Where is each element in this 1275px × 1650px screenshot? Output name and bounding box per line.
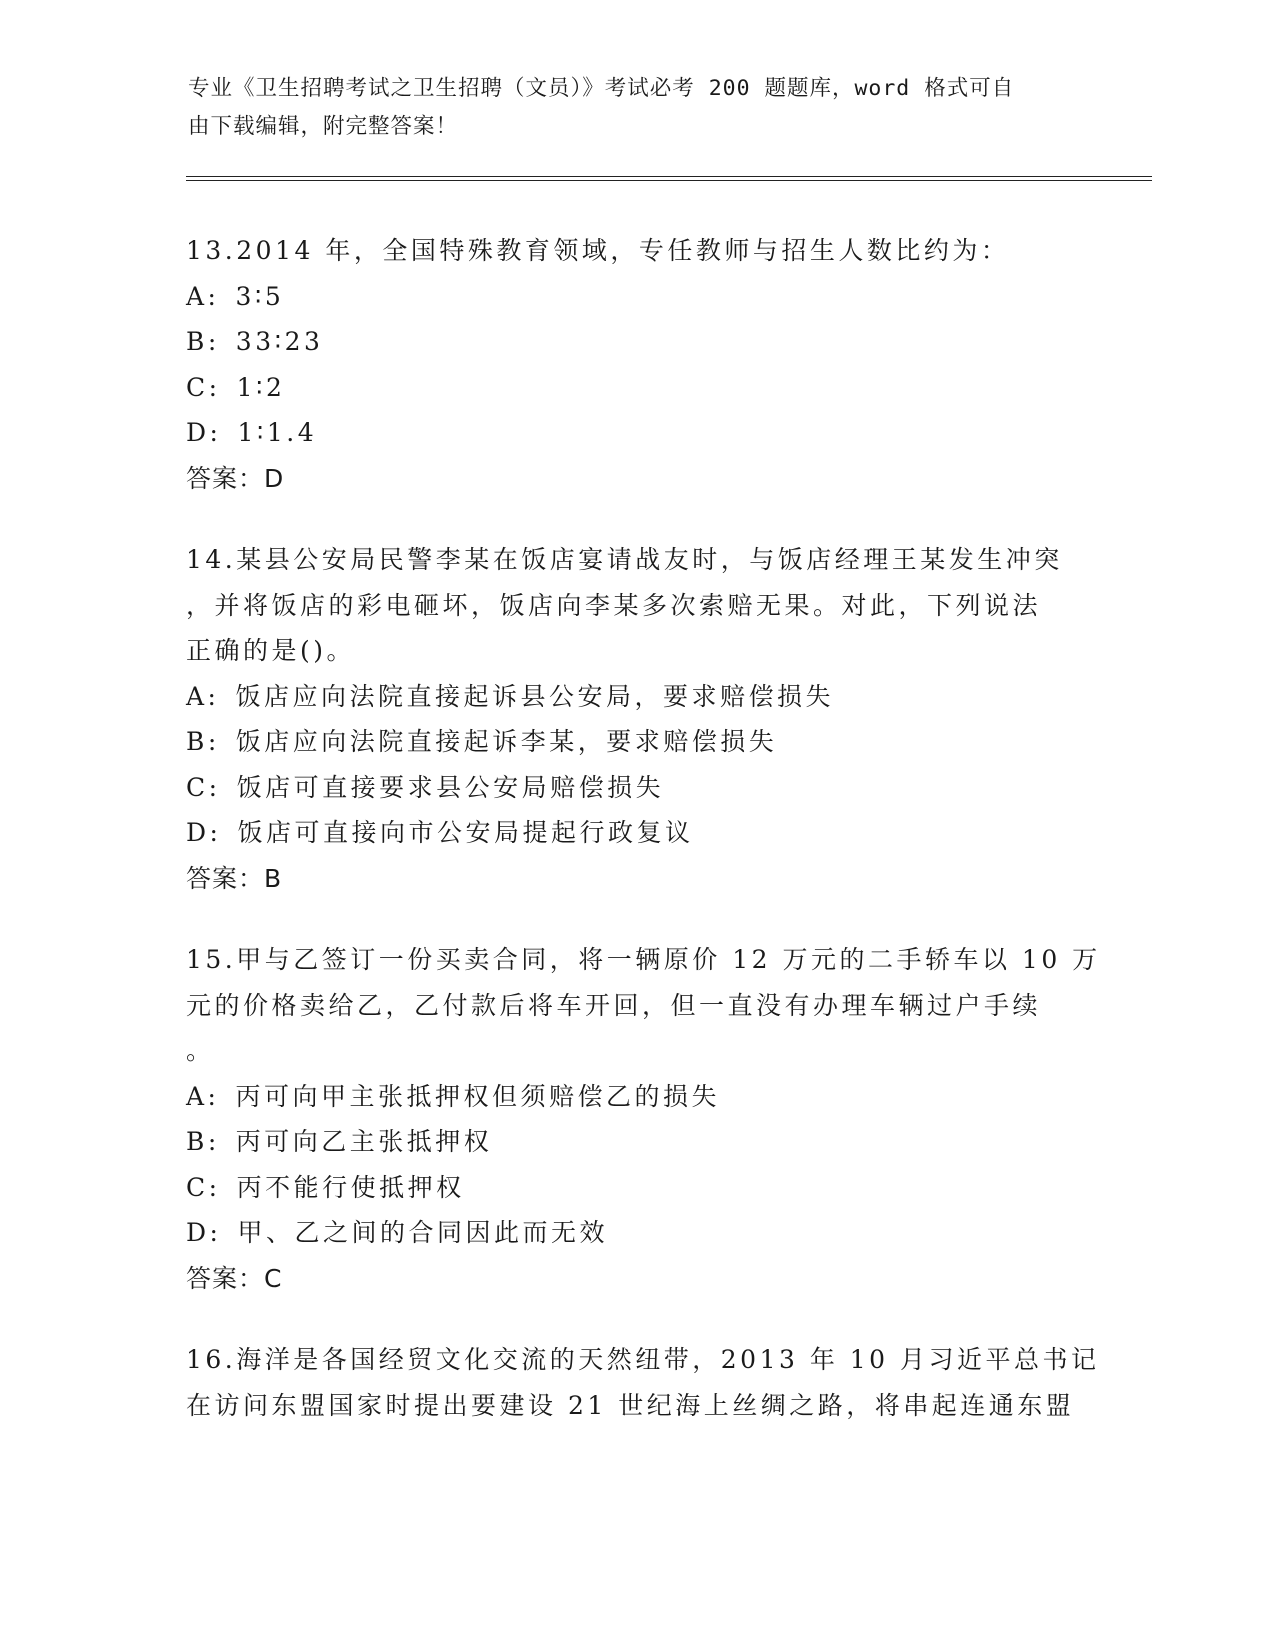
answer-option <box>186 1210 1086 1256</box>
document-header <box>188 70 1068 146</box>
option-text: 饭店可直接要求县公安局赔偿损失 <box>236 772 665 802</box>
question-item <box>186 1337 1100 1428</box>
question-stem-line: 元的价格卖给乙，乙付款后将车开回，但一直没有办理车辆过户手续 <box>186 990 1042 1020</box>
answer-key: 答案：B <box>186 863 283 893</box>
option-letter: D: <box>186 1218 222 1247</box>
question-stem-line: 13.2014 年，全国特殊教育领域，专任教师与招生人数比约为： <box>186 236 1010 265</box>
answer-key: 答案：D <box>186 463 285 493</box>
header-divider-top <box>186 176 1152 177</box>
option-letter: A: <box>186 681 220 711</box>
answer-option <box>186 810 1086 856</box>
answer-option <box>186 274 1086 320</box>
option-text: 丙可向乙主张抵押权 <box>235 1127 493 1156</box>
option-text: 3∶5 <box>235 281 285 311</box>
option-text: 饭店应向法院直接起诉李某，要求赔偿损失 <box>235 727 778 756</box>
question-stem-line: 在访问东盟国家时提出要建设 21 世纪海上丝绸之路，将串起连通东盟 <box>186 1390 1075 1420</box>
option-letter: C: <box>186 1172 221 1202</box>
answer-key: 答案：C <box>186 1263 283 1293</box>
option-letter: D: <box>186 818 222 847</box>
question-stem-line: 。 <box>186 1036 215 1065</box>
option-letter: B: <box>186 727 220 756</box>
option-letter: B: <box>186 1127 220 1156</box>
question-stem-line: 15.甲与乙签订一份买卖合同，将一辆原价 12 万元的二手轿车以 10 万 <box>186 945 1101 974</box>
answer-option <box>186 1165 1086 1211</box>
option-text: 1∶1.4 <box>237 418 318 447</box>
option-text: 饭店应向法院直接起诉县公安局，要求赔偿损失 <box>235 681 834 711</box>
answer-option <box>186 674 1086 720</box>
option-letter: B: <box>186 327 220 356</box>
question-stem-line: 16.海洋是各国经贸文化交流的天然纽带，2013 年 10 月习近平总书记 <box>186 1345 1100 1374</box>
option-letter: C: <box>186 772 221 802</box>
answer-option <box>186 319 1086 365</box>
answer-option <box>186 410 1086 456</box>
question-stem-line: 正确的是()。 <box>186 636 356 665</box>
question-item <box>186 537 1086 901</box>
header-divider-bottom <box>186 180 1152 181</box>
option-letter: A: <box>186 1081 220 1111</box>
option-text: 丙不能行使抵押权 <box>236 1172 465 1202</box>
option-text: 饭店可直接向市公安局提起行政复议 <box>237 818 694 847</box>
option-letter: A: <box>186 281 220 311</box>
header-line-1: 专业《卫生招聘考试之卫生招聘（文员）》考试必考 200 题题库，word 格式可自 <box>188 76 1015 101</box>
option-text: 甲、乙之间的合同因此而无效 <box>237 1218 608 1247</box>
answer-option <box>186 1119 1086 1165</box>
option-text: 1∶2 <box>236 372 286 402</box>
answer-option <box>186 1074 1086 1120</box>
question-item <box>186 937 1101 1301</box>
answer-option <box>186 719 1086 765</box>
question-stem-line: 14.某县公安局民警李某在饭店宴请战友时，与饭店经理王某发生冲突 <box>186 545 1063 574</box>
question-list <box>186 228 1101 1464</box>
question-stem-line: ，并将饭店的彩电砸坏，饭店向李某多次索赔无果。对此，下列说法 <box>186 590 1042 620</box>
option-text: 丙可向甲主张抵押权但须赔偿乙的损失 <box>235 1081 720 1111</box>
option-text: 33∶23 <box>235 327 324 356</box>
header-line-2: 由下载编辑，附完整答案！ <box>188 114 459 139</box>
answer-option <box>186 365 1086 411</box>
question-item <box>186 228 1086 501</box>
answer-option <box>186 765 1086 811</box>
option-letter: C: <box>186 372 221 402</box>
option-letter: D: <box>186 418 222 447</box>
